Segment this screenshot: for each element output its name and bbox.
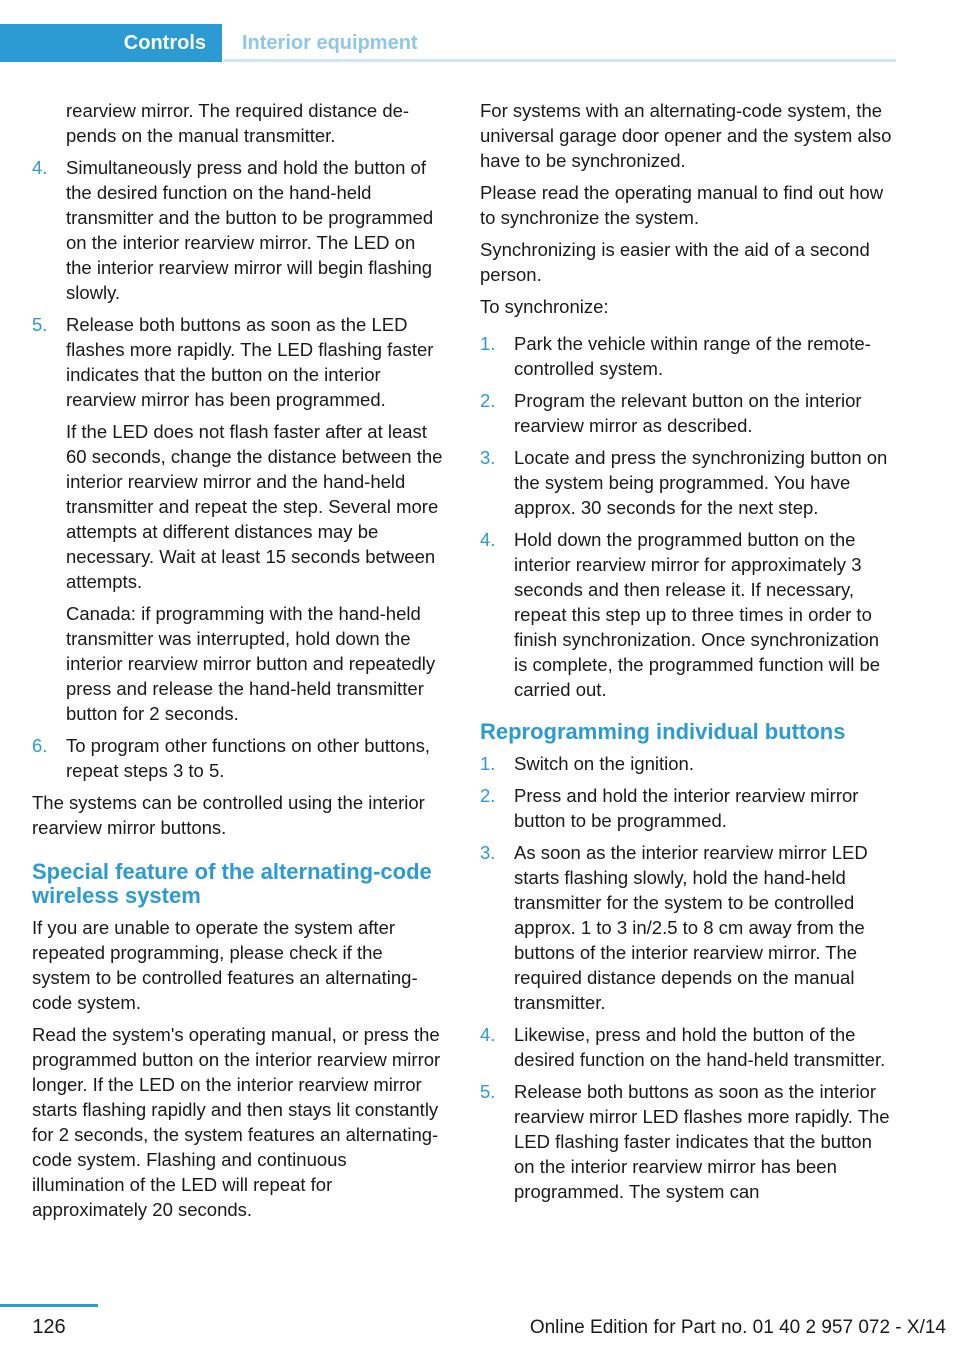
list-item — [32, 733, 444, 783]
page-number: 126 — [32, 1316, 66, 1338]
step-number: 1. — [480, 753, 496, 774]
body-paragraph: If you are unable to operate the system after repeated programming, please check if the system to be controlled features an alternating-code system. — [32, 917, 418, 1013]
body-paragraph: The systems can be controlled using the interior rearview mirror buttons. — [32, 792, 425, 838]
body-paragraph: Read the system's operating manual, or press the programmed button on the interior rearview mirror longer. If the LED on the interior rearview mirror starts flashing rapidly and then stays lit constantly for 2 seconds, the system features an alternating-code system. Flashing and continuous illumination of the LED will repeat for approximately 20 seconds. — [32, 1024, 441, 1220]
step-number: 4. — [480, 1024, 496, 1045]
step-text: Press and hold the interior rearview mirror button to be programmed. — [514, 785, 859, 831]
header-divider — [224, 59, 896, 62]
step-number: 4. — [32, 157, 48, 178]
reprogramming-steps-list — [480, 751, 894, 1204]
step-text: Switch on the ignition. — [514, 753, 694, 774]
list-item — [480, 783, 894, 833]
step-number: 5. — [480, 1081, 496, 1102]
section-heading: Reprogramming individual buttons — [480, 719, 846, 744]
body-paragraph: Synchronizing is easier with the aid of a second person. — [480, 239, 870, 285]
left-column — [32, 98, 444, 1229]
section-heading: Special feature of the alternating-code wireless system — [32, 859, 432, 908]
intro-paragraph: rearview mirror. The required distance depends on the manual transmitter. — [66, 100, 410, 146]
list-item — [480, 840, 894, 1015]
step-number: 2. — [480, 785, 496, 806]
synchronize-steps-list — [480, 331, 894, 702]
step-text: If the LED does not flash faster after at least 60 seconds, change the distance between the interior rearview mirror and the hand-held transmitter and repeat the step. Several more attempts at different distances may be necessary. Wait at least 15 seconds between attempts. — [66, 421, 443, 592]
step-number: 5. — [32, 314, 48, 335]
step-text: Program the relevant button on the interior rearview mirror as described. — [514, 390, 862, 436]
list-item — [480, 1079, 894, 1204]
step-text: Hold down the programmed button on the interior rearview mirror for approximately 3 seconds and then release it. If necessary, repeat this step up to three times in order to finish synchronization. Once synchronization is complete, the programmed function will be carried out. — [514, 529, 881, 700]
body-paragraph: For systems with an alternating-code system, the universal garage door opener and the system also have to be synchronized. — [480, 100, 892, 171]
step-text: Release both buttons as soon as the interior rearview mirror LED flashes more rapidly. The LED flashing faster indicates that the button on the interior rearview mirror has been programmed. The system can — [514, 1081, 890, 1202]
step-text: Release both buttons as soon as the LED flashes more rapidly. The LED flashing faster indicates that the button on the interior rearview mirror has been programmed. — [66, 314, 434, 410]
step-text: Canada: if programming with the hand-held transmitter was interrupted, hold down the interior rearview mirror button and repeatedly press and release the hand-held transmitter button for 2 seconds. — [66, 603, 436, 724]
list-item — [480, 445, 894, 520]
step-text: As soon as the interior rearview mirror LED starts flashing slowly, hold the hand-held transmitter for the system to be controlled approx. 1 to 3 in/2.5 to 8 cm away from the buttons of the interior rearview mirror. The required distance depends on the manual transmitter. — [514, 842, 868, 1013]
section-tab-interior-equipment[interactable]: Interior equipment — [242, 31, 418, 54]
step-text: Park the vehicle within range of the remote-controlled system. — [514, 333, 871, 379]
step-text: Locate and press the synchronizing button on the system being programmed. You have approx. 30 seconds for the next step. — [514, 447, 888, 518]
page-header — [0, 24, 896, 62]
section-tab-controls[interactable]: Controls — [0, 24, 222, 62]
step-number: 6. — [32, 735, 48, 756]
programming-steps-list — [32, 155, 444, 783]
body-paragraph: To synchronize: — [480, 296, 609, 317]
list-item — [32, 312, 444, 726]
step-text: To program other functions on other buttons, repeat steps 3 to 5. — [66, 735, 431, 781]
step-number: 3. — [480, 447, 496, 468]
step-number: 2. — [480, 390, 496, 411]
step-text: Simultaneously press and hold the button of the desired function on the hand-held transmitter and the button to be programmed on the interior rearview mirror. The LED on the interior rearview mirror will begin flashing slowly. — [66, 157, 434, 303]
step-number: 3. — [480, 842, 496, 863]
step-number: 4. — [480, 529, 496, 550]
list-item — [480, 1022, 894, 1072]
list-item — [32, 155, 444, 305]
footer-divider — [0, 1304, 98, 1307]
step-text: Likewise, press and hold the button of the desired function on the hand-held transmitter. — [514, 1024, 886, 1070]
list-item — [480, 331, 894, 381]
list-item — [480, 388, 894, 438]
step-number: 1. — [480, 333, 496, 354]
edition-footer: Online Edition for Part no. 01 40 2 957 072 - X/14 — [529, 1317, 946, 1338]
right-column — [480, 98, 894, 1211]
body-paragraph: Please read the operating manual to find out how to synchronize the system. — [480, 182, 884, 228]
list-item — [480, 527, 894, 702]
list-item — [480, 751, 894, 776]
